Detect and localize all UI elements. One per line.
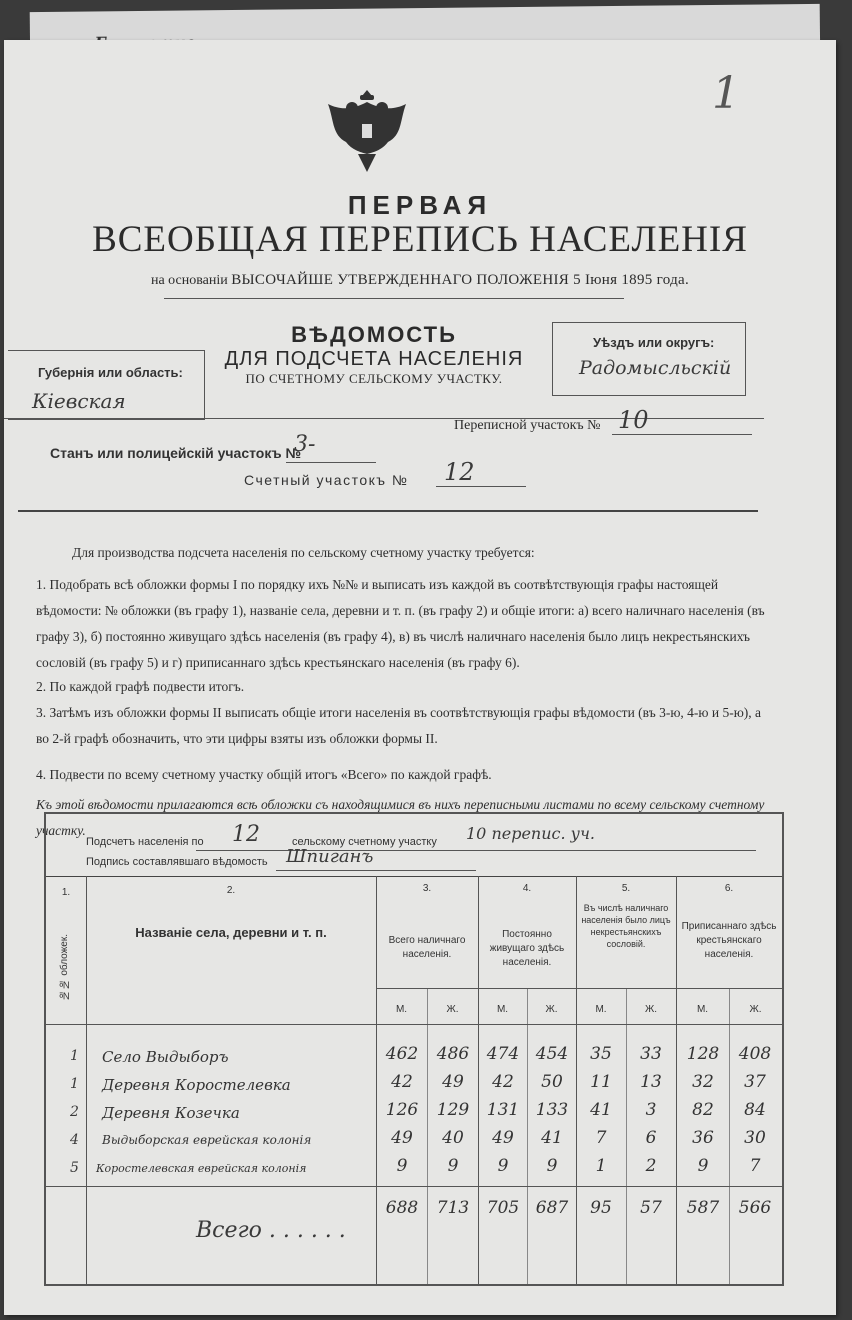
total-cell: 687	[535, 1198, 569, 1218]
cell: 9	[497, 1156, 509, 1176]
page-number: 1	[712, 68, 740, 119]
title-line3	[4, 272, 836, 289]
total-label: Всего . . . . . .	[196, 1218, 346, 1243]
podschet-mid: сельскому счетному участку	[292, 836, 437, 848]
vedomost-line2: ДЛЯ ПОДСЧЕТА НАСЕЛЕНІЯ	[224, 348, 524, 370]
col6-label: Приписаннаго здѣсь крестьянскаго населенія.	[681, 921, 777, 960]
col4-num: 4.	[522, 883, 532, 894]
total-cell: 566	[738, 1198, 772, 1218]
col3-zh: Ж.	[446, 1004, 459, 1015]
cell: 129	[436, 1100, 470, 1120]
row-name: Выдыборская еврейская колонія	[102, 1133, 312, 1147]
cell: 49	[492, 1128, 514, 1148]
instruction-2: 2. По каждой графѣ подвести итогъ.	[36, 679, 245, 694]
cell: 474	[486, 1044, 520, 1064]
title-line1: ПЕРВАЯ	[347, 190, 493, 220]
population-table	[44, 812, 784, 1286]
cell: 9	[546, 1156, 558, 1176]
total-cell: 587	[686, 1198, 720, 1218]
cell: 9	[447, 1156, 459, 1176]
title-line2: ВСЕОБЩАЯ ПЕРЕПИСЬ НАСЕЛЕНІЯ	[92, 219, 748, 260]
table-row	[46, 1072, 782, 1100]
total-cell: 688	[385, 1198, 419, 1218]
uezd-box	[552, 322, 746, 396]
cell: 9	[396, 1156, 408, 1176]
header-bottom-rule	[46, 1024, 782, 1025]
cell: 7	[595, 1128, 607, 1148]
cell: 49	[442, 1072, 464, 1092]
podpis-value: Шпиганъ	[286, 846, 374, 867]
podschet-label: Подсчетъ населенія по	[86, 836, 204, 848]
schet-value: 12	[444, 458, 475, 486]
col3-label: Всего наличнаго населенія.	[388, 935, 466, 960]
mf-top-rule	[376, 988, 782, 989]
gubernia-label: Губернія или область:	[38, 365, 183, 380]
col5-num: 5.	[621, 883, 631, 894]
instruction-4: 4. Подвести по всему счетному участку общій итогъ «Всего» по каждой графѣ.	[36, 767, 492, 782]
col4-zh: Ж.	[545, 1004, 558, 1015]
cell: 11	[590, 1072, 612, 1092]
cell: 131	[486, 1100, 520, 1120]
cell: 462	[385, 1044, 419, 1064]
total-rule	[46, 1186, 782, 1187]
cell: 408	[738, 1044, 772, 1064]
title-line3-pre: на основаніи	[150, 273, 228, 288]
instructions-intro: Для производства подсчета населенія по сельскому счетному участку требуется:	[72, 545, 535, 560]
cell: 128	[686, 1044, 720, 1064]
schet-label: Счетный участокъ №	[244, 472, 409, 488]
col3-m: М.	[395, 1004, 408, 1015]
col6-m: М.	[696, 1004, 709, 1015]
title-line3-main: ВЫСОЧАЙШЕ УТВЕРЖДЕННАГО ПОЛОЖЕНІЯ 5 Іюня 1895 года.	[231, 272, 690, 288]
cell: 42	[492, 1072, 514, 1092]
cell: 40	[442, 1128, 464, 1148]
podpis-underline	[276, 870, 476, 871]
cell: 486	[436, 1044, 470, 1064]
perepis-underline	[612, 434, 752, 435]
col5-zh: Ж.	[644, 1004, 657, 1015]
perepis-label: Переписной участокъ №	[454, 418, 601, 433]
cell: 2	[645, 1156, 657, 1176]
total-row	[46, 1198, 782, 1243]
col1-num: 1.	[61, 887, 71, 898]
cell: 9	[697, 1156, 709, 1176]
podschet-value: 12	[232, 822, 260, 847]
cell: 84	[744, 1100, 766, 1120]
cell: 7	[749, 1156, 761, 1176]
uezd-value: Радомысльскій	[579, 357, 732, 379]
instructions-note: Къ этой вѣдомости прилагаются всѣ обложки съ находящимися въ нихъ переписными листами по всему сельскому счетному участку.	[36, 797, 765, 838]
total-cell: 95	[590, 1198, 612, 1218]
col3-num: 3.	[422, 883, 432, 894]
cell: 30	[744, 1128, 766, 1148]
total-cell: 705	[486, 1198, 520, 1218]
cell: 82	[692, 1100, 714, 1120]
podschet-tail: 10 перепис. уч.	[466, 824, 595, 843]
row-no: 4	[70, 1132, 79, 1148]
table-row	[46, 1156, 782, 1184]
instruction-3: 3. Затѣмъ изъ обложки формы II выписать общіе итоги населенія въ соотвѣтствующія графы вѣдомости (въ 3-ю, 4-ю и 5-ю), а во 2-й графѣ обозначить, что эти цифры взяты изъ обложки формы II.	[36, 705, 762, 746]
cell: 133	[535, 1100, 569, 1120]
title-rule	[164, 298, 624, 299]
instruction-1: 1. Подобрать всѣ обложки формы I по порядку ихъ №№ и выписать изъ каждой въ соотвѣтствующія графы настоящей вѣдомости: № обложки (въ графу 1), названіе села, деревни и т. п. (въ графу 2) и общіе итоги: а) всего наличнаго населенія (въ графу 3), б) постоянно живущаго здѣсь населенія (въ графу 4), в) въ числѣ наличнаго населенія было лицъ некрестьянскихъ сословій (въ графу 5) и г) приписаннаго здѣсь крестьянскаго населенія (въ графу 6).	[36, 577, 765, 670]
double-headed-eagle-icon	[322, 80, 412, 180]
cell: 1	[595, 1156, 607, 1176]
cell: 41	[541, 1128, 563, 1148]
cell: 6	[645, 1128, 657, 1148]
podpis-label: Подпись составлявшаго вѣдомость	[86, 856, 268, 868]
col1-label: №№ обложек.	[59, 934, 70, 1001]
col5-label: Въ числѣ наличнаго населенія было лицъ некрестьянскихъ сословій.	[581, 903, 671, 949]
vedomost-line3: ПО СЧЕТНОМУ СЕЛЬСКОМУ УЧАСТКУ.	[245, 371, 503, 386]
table-top-rule	[46, 876, 782, 877]
cell: 3	[645, 1100, 657, 1120]
stan-value: 3-	[294, 432, 316, 457]
table-row	[46, 1100, 782, 1128]
col2-label: Названіе села, деревни и т. п.	[135, 925, 327, 940]
col4-label: Постоянно живущаго здѣсь населенія.	[489, 929, 565, 968]
row-no: 5	[70, 1160, 79, 1176]
row-name: Деревня Коростелевка	[102, 1076, 291, 1094]
cell: 126	[385, 1100, 419, 1120]
cell: 36	[692, 1128, 714, 1148]
cell: 49	[391, 1128, 413, 1148]
cell: 35	[590, 1044, 612, 1064]
schet-underline	[436, 486, 526, 487]
cell: 13	[640, 1072, 662, 1092]
stan-label: Станъ или полицейскій участокъ №	[50, 445, 302, 461]
row-no: 2	[70, 1104, 79, 1120]
cell: 454	[535, 1044, 569, 1064]
col2-num: 2.	[226, 885, 236, 896]
uezd-label: Уѣздъ или округъ:	[593, 335, 715, 350]
census-sheet	[4, 40, 836, 1315]
cell: 37	[744, 1072, 766, 1092]
podschet-underline	[196, 850, 756, 851]
col4-m: М.	[496, 1004, 509, 1015]
col6-zh: Ж.	[749, 1004, 762, 1015]
cell: 42	[391, 1072, 413, 1092]
gubernia-value: Кіевская	[32, 389, 126, 413]
col6-num: 6.	[724, 883, 734, 894]
vedomost-line1: ВѢДОМОСТЬ	[291, 322, 457, 347]
gubernia-box	[8, 350, 205, 420]
col5-m: М.	[595, 1004, 607, 1015]
cell: 33	[640, 1044, 662, 1064]
cell: 32	[692, 1072, 714, 1092]
total-cell: 713	[436, 1198, 470, 1218]
row-no: 1	[70, 1048, 79, 1064]
instructions-rule	[18, 510, 758, 512]
header-rule	[4, 418, 764, 419]
row-no: 1	[70, 1076, 79, 1092]
row-name: Деревня Козечка	[102, 1104, 240, 1122]
table-row	[46, 1044, 782, 1072]
perepis-value: 10	[618, 406, 649, 434]
cell: 50	[541, 1072, 563, 1092]
stan-underline	[286, 462, 376, 463]
table-row	[46, 1128, 782, 1156]
row-name: Коростелевская еврейская колонія	[96, 1162, 307, 1175]
cell: 41	[590, 1100, 612, 1120]
total-cell: 57	[640, 1198, 662, 1218]
row-name: Село Выдыборъ	[102, 1048, 229, 1066]
vedomost-title	[204, 322, 544, 387]
